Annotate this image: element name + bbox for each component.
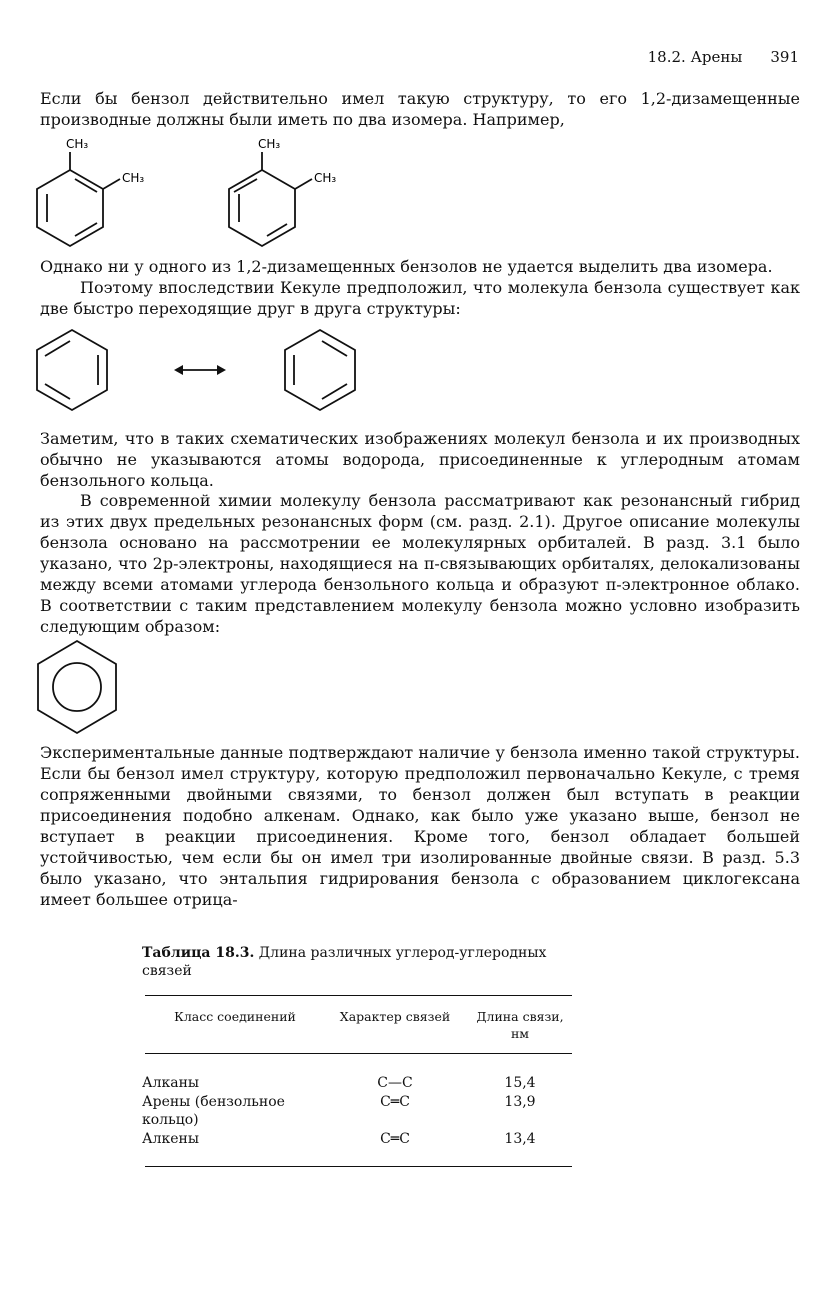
page-number: 391 (770, 48, 799, 66)
page-header (648, 48, 799, 66)
table-cell-bond: C—C (377, 1075, 413, 1091)
xylene-structure-b (229, 152, 312, 246)
paragraph-2: Однако ни у одного из 1,2-дизамещенных бензолов не удается выделить два изомера. (40, 257, 773, 276)
table-cell-length: 13,9 (504, 1094, 536, 1110)
paragraph-4: Заметим, что в таких схематических изображениях молекул бензола и их производных обычно не указываются атомы водорода, присоединенные к углеродным атомам бензольного кольца. (40, 429, 800, 490)
paragraph-6: Экспериментальные данные подтверждают наличие у бензола именно такой структуры. Если бы бензол имел структуру, которую предположил первоначально Кекуле, с тремя сопряженными двойными связями, то бензол должен был вступать в реакции присоединения подобно алкенам. Однако, как было уже указано выше, бензол не вступает в реакции присоединения. Кроме того, бензол обладает большей устойчивостью, чем если бы он имел три изолированные двойные связи. В разд. 5.3 было указано, что энтальпия гидрирования бензола с образованием циклогексана имеет большее отрица- (40, 743, 800, 909)
table-cell-class: Алкены (142, 1131, 200, 1147)
paragraph-3: Поэтому впоследствии Кекуле предположил, что молекула бензола существует как две быстро переходящие друг в друга структуры: (40, 278, 800, 318)
methyl-label: CH₃ (122, 171, 145, 185)
table-cell-class: Арены (бензольное кольцо) (142, 1094, 285, 1128)
methyl-label: CH₃ (66, 137, 89, 151)
table-cell-bond: C═C (380, 1131, 410, 1147)
table-cell-length: 13,4 (504, 1131, 536, 1147)
table-header-class: Класс соединений (174, 1009, 296, 1024)
table-caption (142, 944, 574, 980)
methyl-label: CH₃ (258, 137, 281, 151)
paragraph-1: Если бы бензол действительно имел такую структуру, то его 1,2-дизамещенные производные должны были иметь по два изомера. Например, (40, 89, 800, 129)
methyl-label: CH₃ (314, 171, 337, 185)
paragraph-5: В современной химии молекулу бензола рассматривают как резонансный гибрид из этих двух предельных резонансных форм (см. разд. 2.1). Другое описание молекулы бензола основано на рассмотрении ее молекулярных орбиталей. В разд. 3.1 было указано, что 2р-электроны, находящиеся на π-связывающих орбиталях, делокализованы между всеми атомами углерода бензольного кольца и образуют π-электронное облако. В соответствии с таким представлением молекулу бензола можно условно изобразить следующим образом: (40, 491, 800, 636)
benzene-circle-figure (34, 638, 120, 736)
kekule-structure-a (37, 330, 107, 410)
table-cell-length: 15,4 (504, 1075, 536, 1091)
xylene-structure-a (37, 152, 120, 246)
table-header-bond: Характер связей (339, 1009, 451, 1024)
resonance-arrow (174, 365, 226, 375)
ortho-xylene-isomers-figure (30, 132, 337, 254)
table-caption-text: Длина различных углерод-углеродных связей (142, 945, 547, 979)
table-header-rule (145, 1053, 572, 1054)
kekule-structure-b (285, 330, 355, 410)
table-caption-label: Таблица 18.3. (142, 945, 255, 961)
kekule-structures-figure (30, 326, 370, 416)
table-header-length: Длина связи, нм (476, 1009, 564, 1041)
section-title: 18.2. Арены (647, 48, 743, 66)
table-cell-class: Алканы (142, 1075, 200, 1091)
table-cell-bond: C═C (380, 1094, 410, 1110)
table-top-rule (145, 995, 572, 996)
table-bottom-rule (145, 1166, 572, 1167)
